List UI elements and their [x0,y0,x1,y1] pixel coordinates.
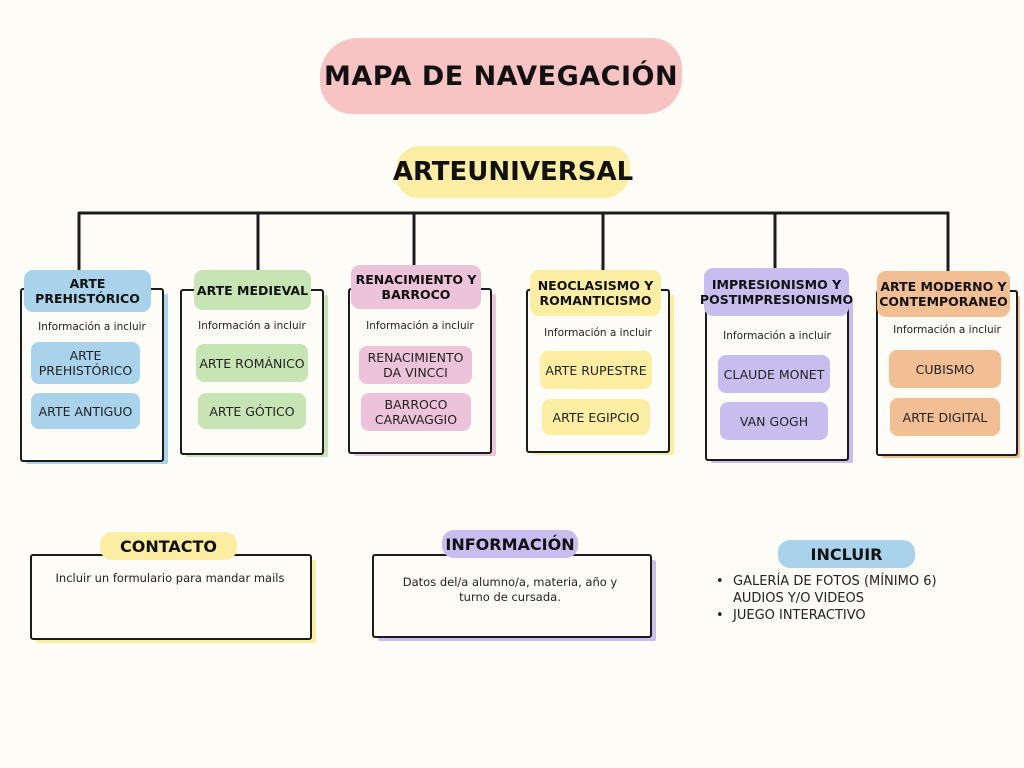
item-chip: ARTE ANTIGUO [31,393,140,429]
section-title: ARTE MODERNO Y CONTEMPORANEO [877,271,1010,317]
contacto-text: Incluir un formulario para mandar mails [55,571,285,585]
item-chip: ARTE GÓTICO [198,393,306,429]
bullet: • [716,608,724,623]
list-item: • GALERÍA DE FOTOS (MÍNIMO 6) [716,574,937,589]
info-label: Información a incluir [723,330,831,342]
info-label: Información a incluir [38,321,146,333]
section-title: NEOCLASISMO Y ROMANTICISMO [530,270,661,316]
item-chip: CLAUDE MONET [718,355,830,393]
item-chip: ARTE RUPESTRE [540,351,652,389]
item-chip: CUBISMO [889,350,1001,388]
item-chip: ARTE EGIPCIO [542,399,650,435]
info-label: Información a incluir [544,327,652,339]
incluir-list [716,573,937,624]
contacto-title: CONTACTO [100,532,237,560]
item-chip: ARTE DIGITAL [890,398,1000,436]
item-chip: BARROCO CARAVAGGIO [361,393,471,431]
item-chip: ARTE PREHISTÓRICO [31,342,140,384]
section-title: IMPRESIONISMO Y POSTIMPRESIONISMO [704,268,849,316]
informacion-text: Datos del/a alumno/a, materia, año y turno de cursada. [402,575,618,604]
page-title: MAPA DE NAVEGACIÓN [320,38,682,114]
item-chip: RENACIMIENTO DA VINCCI [359,346,472,384]
informacion-title: INFORMACIÓN [442,530,578,558]
site-name: ARTEUNIVERSAL [396,146,630,198]
section-title: ARTE MEDIEVAL [194,270,311,310]
list-item: AUDIOS Y/O VIDEOS [733,591,864,606]
item-chip: ARTE ROMÁNICO [196,344,308,382]
section-title: RENACIMIENTO Y BARROCO [351,265,481,309]
info-label: Información a incluir [366,320,474,332]
list-item: • JUEGO INTERACTIVO [716,608,866,623]
bullet: • [716,574,724,589]
info-label: Información a incluir [198,320,306,332]
item-chip: VAN GOGH [720,402,828,440]
incluir-title: INCLUIR [778,540,915,568]
info-label: Información a incluir [893,324,1001,336]
section-title: ARTE PREHISTÓRICO [24,270,151,312]
